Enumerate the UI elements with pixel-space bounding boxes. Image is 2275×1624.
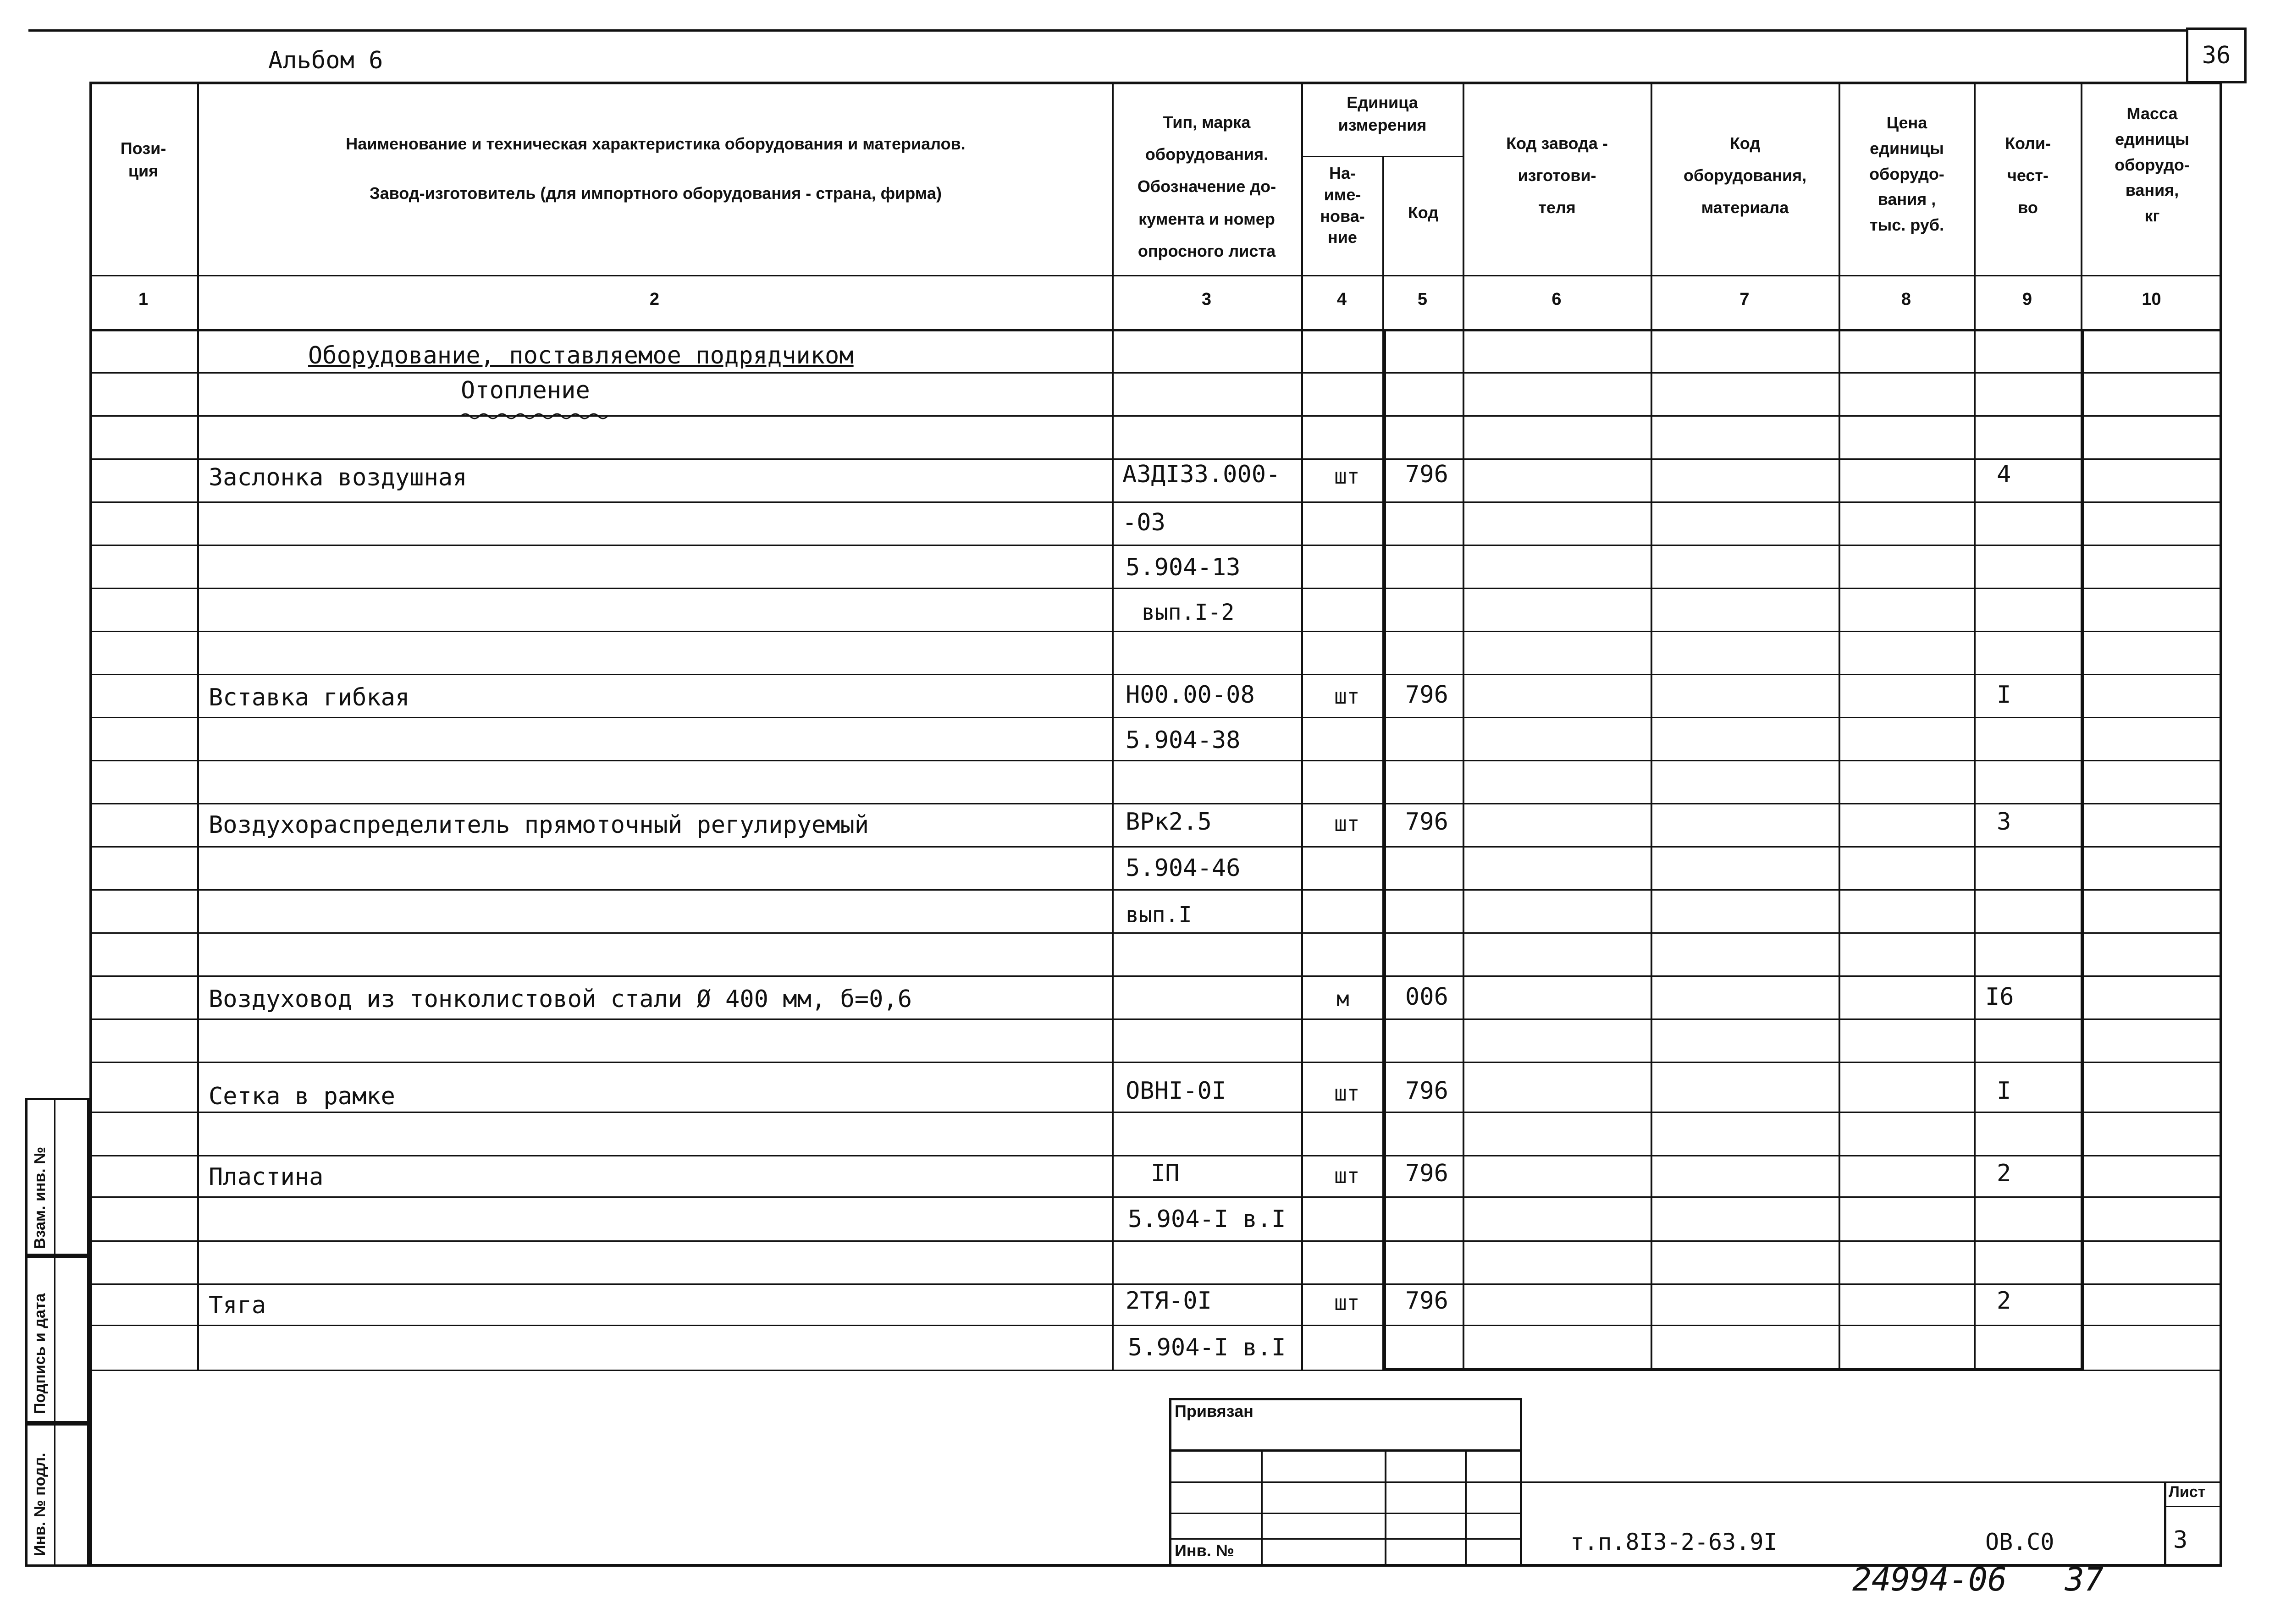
document-code: ОВ.С0 <box>1985 1529 2054 1555</box>
row-line <box>89 674 2222 675</box>
item-type: -03 <box>1122 509 1165 536</box>
item-type: вып.I-2 <box>1142 600 1235 625</box>
header-price: Цена единицы оборудо- вания , тыс. руб. <box>1869 113 1944 235</box>
row-line <box>89 631 2222 632</box>
item-unit: м <box>1336 986 1349 1011</box>
stamp-divider <box>1465 1449 1467 1567</box>
row-line <box>89 1062 2222 1063</box>
item-type: АЗДI33.000- <box>1122 461 1281 488</box>
item-unit-code: 006 <box>1405 983 1448 1011</box>
header-name-line2: Завод-изготовитель (для импортного оборудования - страна, фирма) <box>370 184 942 203</box>
row-line <box>89 1325 2222 1326</box>
item-quantity: 4 <box>1997 461 2011 488</box>
corner-sheet-number: 36 <box>2186 28 2247 83</box>
row-line <box>89 1196 2222 1198</box>
wavy-underline <box>461 412 612 421</box>
margin-label-vzam: Взам. инв. № <box>31 1146 49 1249</box>
column-number: 9 <box>2022 290 2032 309</box>
item-type: 2ТЯ-0I <box>1126 1287 1212 1315</box>
stamp-line <box>1169 1449 1522 1452</box>
item-name: Сетка в рамке <box>209 1083 395 1110</box>
stamp-line <box>1169 1513 1522 1514</box>
column-number: 3 <box>1201 290 1212 309</box>
item-type: ВРк2.5 <box>1126 808 1212 836</box>
item-quantity: I6 <box>1985 983 2014 1011</box>
column-number: 1 <box>138 290 149 309</box>
item-name: Вставка гибкая <box>209 684 410 711</box>
column-number: 10 <box>2142 290 2161 309</box>
sheet-number: 3 <box>2173 1526 2188 1554</box>
item-type: вып.I <box>1126 902 1192 928</box>
row-line <box>89 760 2222 761</box>
header-mass: Масса единицы оборудо- вания, кг <box>2115 104 2190 226</box>
row-line <box>89 372 2222 374</box>
col-divider-9-thick <box>2081 331 2084 1370</box>
item-unit: шт <box>1334 464 1360 489</box>
stamp-divider <box>1385 1449 1386 1567</box>
colnum-bottom-line <box>89 329 2222 331</box>
header-unit-group: Единица измерения <box>1338 93 1427 134</box>
item-name: Пластина <box>209 1163 324 1191</box>
row-line <box>89 1155 2222 1156</box>
row-line <box>89 458 2222 460</box>
item-unit: шт <box>1334 1081 1360 1106</box>
margin-label-podpis: Подпись и дата <box>31 1293 49 1414</box>
item-unit-code: 796 <box>1405 1160 1448 1187</box>
row-line <box>89 1112 2222 1113</box>
item-type: Н00.00-08 <box>1126 681 1255 709</box>
header-name-line1: Наименование и техническая характеристика оборудования и материалов. <box>346 134 966 153</box>
header-factory-code: Код завода - изготови- теля <box>1506 134 1608 217</box>
inv-label: Инв. № <box>1175 1541 1234 1560</box>
stamp-divider <box>1261 1449 1263 1567</box>
header-unit-name: На- име- нова- ние <box>1320 164 1365 247</box>
column-number: 6 <box>1552 290 1562 309</box>
item-type: 5.904-I в.I <box>1128 1334 1286 1361</box>
item-unit-code: 796 <box>1405 681 1448 709</box>
title-block-line <box>1522 1481 2222 1483</box>
header-equipment-code: Код оборудования, материала <box>1683 134 1807 217</box>
header-bottom-line <box>89 275 2222 276</box>
section-title: Оборудование, поставляемое подрядчиком <box>308 342 854 369</box>
row-line <box>89 846 2222 848</box>
column-number: 8 <box>1901 290 1911 309</box>
item-unit: шт <box>1334 1290 1360 1315</box>
column-number: 7 <box>1739 290 1750 309</box>
item-quantity: I <box>1997 681 2011 709</box>
item-quantity: I <box>1997 1077 2011 1105</box>
item-quantity: 2 <box>1997 1160 2011 1187</box>
item-quantity: 2 <box>1997 1287 2011 1315</box>
bound-label: Привязан <box>1175 1402 1253 1420</box>
item-unit-code: 796 <box>1405 1287 1448 1315</box>
column-number: 5 <box>1417 290 1428 309</box>
row-line <box>89 1018 2222 1020</box>
item-name: Заслонка воздушная <box>209 464 467 491</box>
item-type: 5.904-13 <box>1126 554 1241 581</box>
row-line <box>89 545 2222 546</box>
column-number: 4 <box>1336 290 1347 309</box>
row-line <box>89 717 2222 718</box>
sheet-label: Лист <box>2169 1483 2206 1501</box>
row-line <box>89 415 2222 417</box>
row-line <box>89 975 2222 977</box>
project-code: т.п.8I3-2-63.9I <box>1570 1529 1778 1555</box>
item-unit-code: 796 <box>1405 808 1448 836</box>
unit-group-line <box>1301 156 1463 157</box>
margin-label-inv: Инв. № подл. <box>31 1453 49 1556</box>
header-type: Тип, марка оборудования. Обозначение до- кумента и номер опросного листа <box>1137 113 1276 260</box>
item-quantity: 3 <box>1997 808 2011 836</box>
top-border-line <box>28 29 2186 32</box>
item-type: ОВНI-0I <box>1126 1077 1226 1105</box>
item-unit-code: 796 <box>1405 1077 1448 1105</box>
item-unit: шт <box>1334 684 1360 709</box>
subsection-title: Отопление <box>461 377 590 404</box>
item-name: Тяга <box>209 1292 266 1319</box>
row-line <box>89 588 2222 589</box>
header-position: Пози- ция <box>120 139 166 180</box>
margin-divider <box>54 1098 55 1567</box>
header-quantity: Коли- чест- во <box>2004 134 2051 217</box>
sheet-box-divider <box>2164 1481 2166 1567</box>
header-unit-code: Код <box>1408 203 1439 222</box>
item-unit-code: 796 <box>1405 461 1448 488</box>
row-line <box>89 803 2222 804</box>
column-number: 2 <box>649 290 660 309</box>
row-line <box>89 889 2222 891</box>
item-type: 5.904-38 <box>1126 727 1241 754</box>
col-divider-4-thick <box>1382 331 1386 1370</box>
item-type: IП <box>1151 1160 1180 1187</box>
item-type: 5.904-46 <box>1126 854 1241 882</box>
row-line <box>89 1240 2222 1242</box>
handwritten-number: 24994-06 37 <box>1852 1561 2104 1598</box>
item-unit: шт <box>1334 1163 1360 1188</box>
row-line <box>89 1370 2222 1371</box>
album-label: Альбом 6 <box>268 47 383 74</box>
row-line <box>89 932 2222 934</box>
row-line <box>89 1283 2222 1285</box>
row-line <box>89 501 2222 503</box>
item-unit: шт <box>1334 811 1360 836</box>
item-type: 5.904-I в.I <box>1128 1206 1286 1233</box>
item-name: Воздуховод из тонколистовой стали Ø 400 мм, б=0,6 <box>209 985 912 1013</box>
sheet-box-line <box>2164 1506 2222 1507</box>
item-name: Воздухораспределитель прямоточный регулируемый <box>209 811 869 839</box>
stamp-line <box>1169 1538 1522 1540</box>
stamp-line <box>1169 1481 1522 1483</box>
